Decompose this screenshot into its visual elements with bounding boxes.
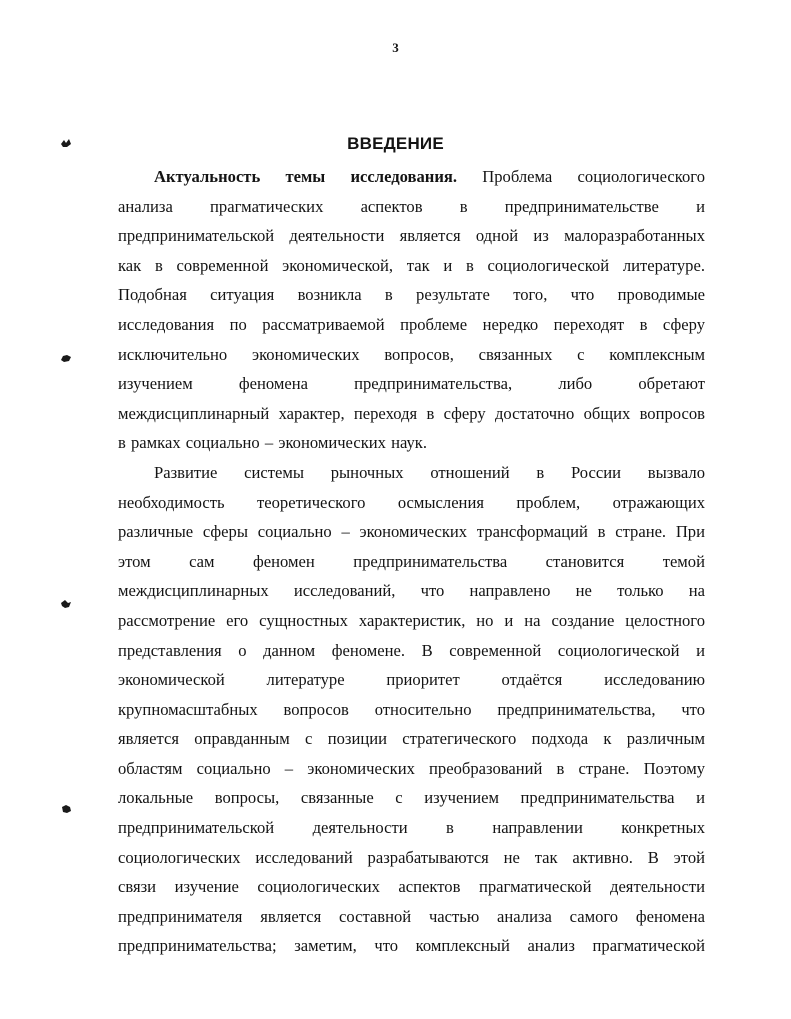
- text-line: междисциплинарных исследований, что направлено не только на: [118, 581, 705, 601]
- text-line: этом сам феномен предпринимательства становится темой: [118, 551, 705, 571]
- text-line: различные сферы социально – экономических трансформаций в стране. При: [118, 522, 705, 542]
- text-line: связи изучение социологических аспектов прагматической деятельности: [118, 877, 705, 897]
- text-line: междисциплинарный характер, переходя в сферу достаточно общих вопросов: [118, 403, 705, 423]
- body-text: [118, 162, 705, 961]
- page-title: ВВЕДЕНИЕ: [347, 134, 444, 153]
- text-line: предпринимателя является составной частью анализа самого феномена: [118, 906, 705, 926]
- text-line: Актуальность темы исследования. Проблема социологического: [154, 167, 705, 186]
- text-line: предпринимательства; заметим, что комплексный анализ прагматической: [118, 936, 705, 956]
- text-line: предпринимательской деятельности является одной из малоразработанных: [118, 226, 705, 246]
- text-line: представления о данном феномене. В современной социологической и: [118, 640, 705, 660]
- text-line: в рамках социально – экономических наук.: [118, 433, 427, 453]
- text-line: является оправданным с позиции стратегического подхода к различным: [118, 729, 705, 749]
- text-line: изучением феномена предпринимательства, либо обретают: [118, 374, 705, 394]
- scan-mark-icon: [60, 354, 70, 362]
- page-number: 3: [392, 40, 399, 55]
- paragraph: [118, 162, 705, 458]
- scan-mark-icon: [60, 805, 70, 813]
- text-line: рассмотрение его сущностных характеристик, но и на создание целостного: [118, 610, 705, 630]
- scan-mark-icon: [60, 139, 70, 147]
- text-line: Подобная ситуация возникла в результате того, что проводимые: [118, 285, 705, 305]
- text-line: как в современной экономической, так и в социологической литературе.: [118, 255, 705, 275]
- text-line: социологических исследований разрабатываются не так активно. В этой: [118, 847, 705, 867]
- scan-mark-icon: [60, 600, 70, 608]
- text-line: анализа прагматических аспектов в предпринимательстве и: [118, 196, 705, 216]
- text-line: исследования по рассматриваемой проблеме нередко переходят в сферу: [118, 314, 705, 334]
- text-line: необходимость теоретического осмысления проблем, отражающих: [118, 492, 705, 512]
- text-line: экономической литературе приоритет отдаётся исследованию: [118, 670, 705, 690]
- emphasis-lead: Актуальность темы исследования.: [154, 167, 458, 186]
- text-line: Развитие системы рыночных отношений в России вызвало: [154, 462, 705, 482]
- text-line: локальные вопросы, связанные с изучением предпринимательства и: [118, 788, 705, 808]
- text-line: предпринимательской деятельности в направлении конкретных: [118, 818, 705, 838]
- text-line: крупномасштабных вопросов относительно предпринимательства, что: [118, 699, 705, 719]
- text-line: исключительно экономических вопросов, связанных с комплексным: [118, 344, 705, 364]
- paragraph: [118, 458, 705, 961]
- text-line: областям социально – экономических преобразований в стране. Поэтому: [118, 758, 705, 778]
